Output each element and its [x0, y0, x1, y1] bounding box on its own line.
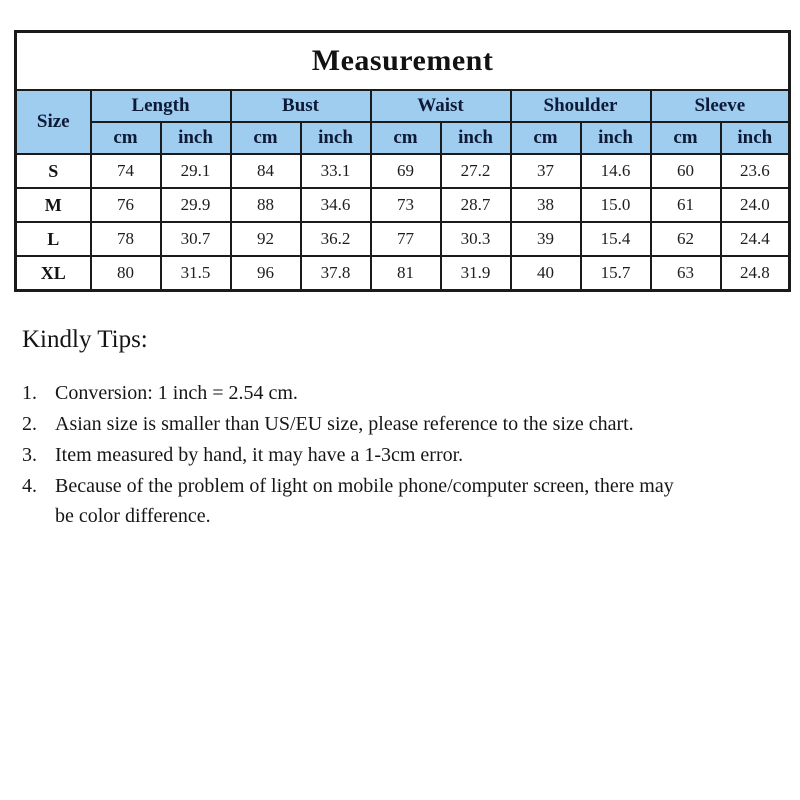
cell-length-cm: 80: [91, 256, 161, 291]
table-title: Measurement: [16, 32, 790, 91]
size-label: S: [16, 154, 91, 188]
unit-header-cm: cm: [511, 122, 581, 154]
tip-item-color-difference: Because of the problem of light on mobile phone/computer screen, there may be color difference.: [55, 475, 674, 527]
tip-item-asian-size: Asian size is smaller than US/EU size, please reference to the size chart.: [55, 413, 634, 435]
unit-header-row: [16, 122, 790, 154]
cell-sleeve-cm: 60: [651, 154, 721, 188]
cell-length-cm: 76: [91, 188, 161, 222]
cell-waist-inch: 27.2: [441, 154, 511, 188]
column-group-header-row: [16, 90, 790, 122]
cell-bust-inch: 36.2: [301, 222, 371, 256]
cell-bust-cm: 96: [231, 256, 301, 291]
cell-length-inch: 29.1: [161, 154, 231, 188]
tip-item-measure-error: Item measured by hand, it may have a 1-3cm error.: [55, 444, 464, 466]
column-group-length: Length: [91, 90, 231, 122]
cell-bust-inch: 33.1: [301, 154, 371, 188]
table-row-m: [16, 188, 790, 222]
cell-waist-cm: 81: [371, 256, 441, 291]
cell-bust-cm: 84: [231, 154, 301, 188]
size-label: L: [16, 222, 91, 256]
tips-list: [22, 378, 682, 531]
unit-header-inch: inch: [441, 122, 511, 154]
cell-waist-cm: 77: [371, 222, 441, 256]
cell-waist-inch: 28.7: [441, 188, 511, 222]
column-group-sleeve: Sleeve: [651, 90, 790, 122]
cell-sleeve-cm: 61: [651, 188, 721, 222]
cell-length-inch: 30.7: [161, 222, 231, 256]
table-row-xl: [16, 256, 790, 291]
cell-sleeve-inch: 24.0: [721, 188, 790, 222]
cell-length-inch: 31.5: [161, 256, 231, 291]
tip-item-conversion: Conversion: 1 inch = 2.54 cm.: [55, 382, 298, 404]
cell-shoulder-inch: 15.7: [581, 256, 651, 291]
table-row-l: [16, 222, 790, 256]
cell-shoulder-inch: 15.4: [581, 222, 651, 256]
column-header-size: Size: [16, 90, 91, 154]
unit-header-cm: cm: [371, 122, 441, 154]
unit-header-inch: inch: [161, 122, 231, 154]
cell-waist-cm: 73: [371, 188, 441, 222]
cell-waist-inch: 30.3: [441, 222, 511, 256]
cell-waist-cm: 69: [371, 154, 441, 188]
unit-header-inch: inch: [301, 122, 371, 154]
size-label: M: [16, 188, 91, 222]
cell-bust-cm: 88: [231, 188, 301, 222]
unit-header-inch: inch: [581, 122, 651, 154]
cell-length-inch: 29.9: [161, 188, 231, 222]
size-label: XL: [16, 256, 91, 291]
column-group-bust: Bust: [231, 90, 371, 122]
kindly-tips-section: [22, 326, 682, 532]
cell-shoulder-cm: 38: [511, 188, 581, 222]
column-group-waist: Waist: [371, 90, 511, 122]
cell-shoulder-inch: 15.0: [581, 188, 651, 222]
cell-bust-cm: 92: [231, 222, 301, 256]
cell-bust-inch: 34.6: [301, 188, 371, 222]
cell-sleeve-cm: 63: [651, 256, 721, 291]
cell-shoulder-cm: 40: [511, 256, 581, 291]
column-group-shoulder: Shoulder: [511, 90, 651, 122]
cell-shoulder-cm: 37: [511, 154, 581, 188]
unit-header-cm: cm: [651, 122, 721, 154]
measurement-table: [14, 30, 791, 292]
tips-heading: Kindly Tips:: [22, 326, 148, 353]
unit-header-cm: cm: [231, 122, 301, 154]
cell-sleeve-inch: 24.4: [721, 222, 790, 256]
cell-shoulder-cm: 39: [511, 222, 581, 256]
table-title-row: [16, 32, 790, 91]
cell-length-cm: 74: [91, 154, 161, 188]
cell-shoulder-inch: 14.6: [581, 154, 651, 188]
cell-length-cm: 78: [91, 222, 161, 256]
cell-bust-inch: 37.8: [301, 256, 371, 291]
table-row-s: [16, 154, 790, 188]
cell-sleeve-cm: 62: [651, 222, 721, 256]
cell-sleeve-inch: 23.6: [721, 154, 790, 188]
cell-waist-inch: 31.9: [441, 256, 511, 291]
cell-sleeve-inch: 24.8: [721, 256, 790, 291]
unit-header-inch: inch: [721, 122, 790, 154]
unit-header-cm: cm: [91, 122, 161, 154]
